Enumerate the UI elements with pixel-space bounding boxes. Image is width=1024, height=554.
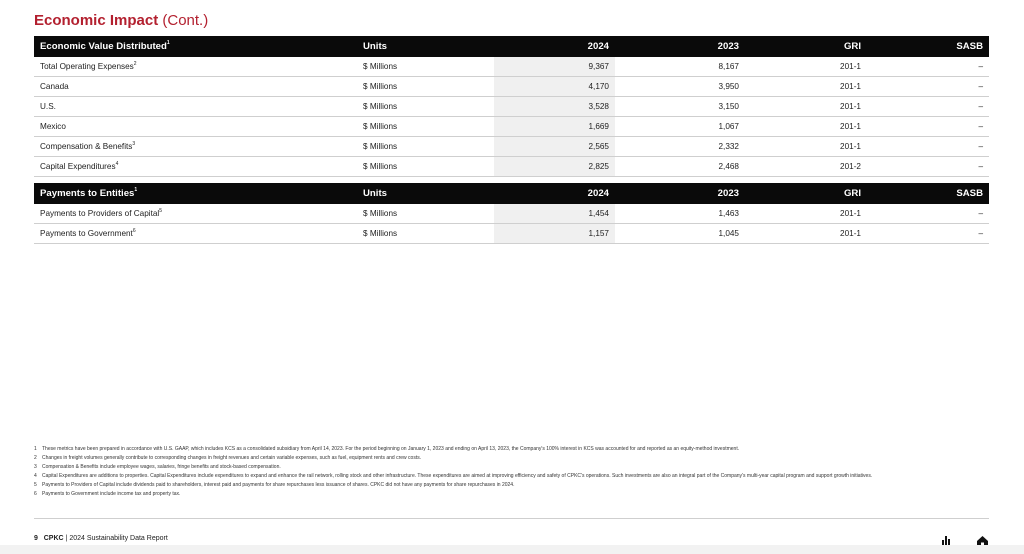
economic-value-table [34,36,989,177]
header-2023: 2023 [615,36,745,57]
row-value-2024: 2,565 [494,137,615,157]
row-label: Capital Expenditures$^4$ [34,157,357,177]
footnote: 5 Payments to Providers of Capital include dividends paid to shareholders, interest paid and payments for share repurchases less issuance of shares. CPKC did not have any payments for share repurchases in 2024. [34,482,515,488]
row-gri: 201-1 [745,224,867,244]
footnote: 2 Changes in freight volumes generally contribute to corresponding changes in freight revenues and certain variable expenses, such as fuel, equipment rents and crew costs. [34,455,422,461]
table-row [34,117,989,137]
row-gri: 201-1 [745,204,867,224]
row-sasb: – [867,137,989,157]
payments-to-entities-table [34,183,989,244]
table-row [34,97,989,117]
row-sasb: – [867,97,989,117]
row-sasb: – [867,204,989,224]
header-sasb: SASB [867,183,989,204]
row-sasb: – [867,224,989,244]
header-economic-value-distributed: Economic Value Distributed$^1$ [34,36,357,57]
table-row [34,77,989,97]
row-label: Mexico [34,117,357,137]
table-row [34,157,989,177]
header-2024: 2024 [494,183,615,204]
table-header-row [34,183,989,204]
table-row [34,224,989,244]
row-value-2023: 1,463 [615,204,745,224]
row-gri: 201-1 [745,57,867,77]
title-main: Economic Impact [34,12,159,29]
row-sasb: – [867,157,989,177]
row-sasb: – [867,77,989,97]
row-value-2024: 1,454 [494,204,615,224]
row-units: $ Millions [357,77,494,97]
page-footer [34,535,168,542]
row-value-2024: 4,170 [494,77,615,97]
brand-name: CPKC [43,535,64,542]
header-2024: 2024 [494,36,615,57]
footer-separator: | [65,535,68,542]
header-gri: GRI [745,36,867,57]
row-value-2024: 1,669 [494,117,615,137]
bottom-bar [0,545,1024,554]
row-value-2023: 3,150 [615,97,745,117]
title-cont: (Cont.) [162,12,209,29]
header-payments-to-entities: Payments to Entities$^1$ [34,183,357,204]
row-value-2024: 9,367 [494,57,615,77]
table-row [34,204,989,224]
row-value-2023: 3,950 [615,77,745,97]
table-row [34,57,989,77]
row-units: $ Millions [357,204,494,224]
row-label: Payments to Government$^6$ [34,224,357,244]
table-row [34,137,989,157]
header-gri: GRI [745,183,867,204]
footnote: 6 Payments to Government include income tax and property tax. [34,491,181,497]
header-sasb: SASB [867,36,989,57]
report-name: 2024 Sustainability Data Report [69,535,168,542]
row-value-2024: 3,528 [494,97,615,117]
row-value-2024: 1,157 [494,224,615,244]
row-value-2023: 1,045 [615,224,745,244]
row-value-2023: 2,468 [615,157,745,177]
row-sasb: – [867,57,989,77]
row-label: Total Operating Expenses$^2$ [34,57,357,77]
row-label: Canada [34,77,357,97]
header-2023: 2023 [615,183,745,204]
header-units: Units [357,183,494,204]
row-units: $ Millions [357,157,494,177]
row-gri: 201-1 [745,97,867,117]
header-units: Units [357,36,494,57]
row-units: $ Millions [357,224,494,244]
footer-divider [34,518,989,519]
table-header-row [34,36,989,57]
row-sasb: – [867,117,989,137]
row-value-2023: 8,167 [615,57,745,77]
row-gri: 201-2 [745,157,867,177]
row-label: Payments to Providers of Capital$^5$ [34,204,357,224]
row-value-2024: 2,825 [494,157,615,177]
footnote: 4 Capital Expenditures are additions to properties. Capital Expenditures include expenditures to expand and enhance the rail network, rolling stock and other infrastructure. These expenditures are aimed at improving efficiency and safety of CPKC's operations. Such investments are also an integral part of the Company's multi-year capital program and support growth initiatives. [34,473,873,479]
row-gri: 201-1 [745,137,867,157]
row-value-2023: 2,332 [615,137,745,157]
row-label: U.S. [34,97,357,117]
footnotes [34,446,959,500]
row-gri: 201-1 [745,77,867,97]
row-units: $ Millions [357,137,494,157]
row-units: $ Millions [357,117,494,137]
row-value-2023: 1,067 [615,117,745,137]
row-gri: 201-1 [745,117,867,137]
footnote: 1 These metrics have been prepared in accordance with U.S. GAAP, which includes KCS as a consolidated subsidiary from April 14, 2023. For the period beginning on January 1, 2023 and ending on April 13, 2023, the Company's 100% interest in KCS was accounted for and reported as an equity-method investment. [34,446,740,452]
row-units: $ Millions [357,97,494,117]
page-title [34,12,208,29]
page-number: 9 [34,535,38,542]
footnote: 3 Compensation & Benefits include employee wages, salaries, fringe benefits and stock-based compensation. [34,464,281,470]
row-label: Compensation & Benefits$^3$ [34,137,357,157]
row-units: $ Millions [357,57,494,77]
